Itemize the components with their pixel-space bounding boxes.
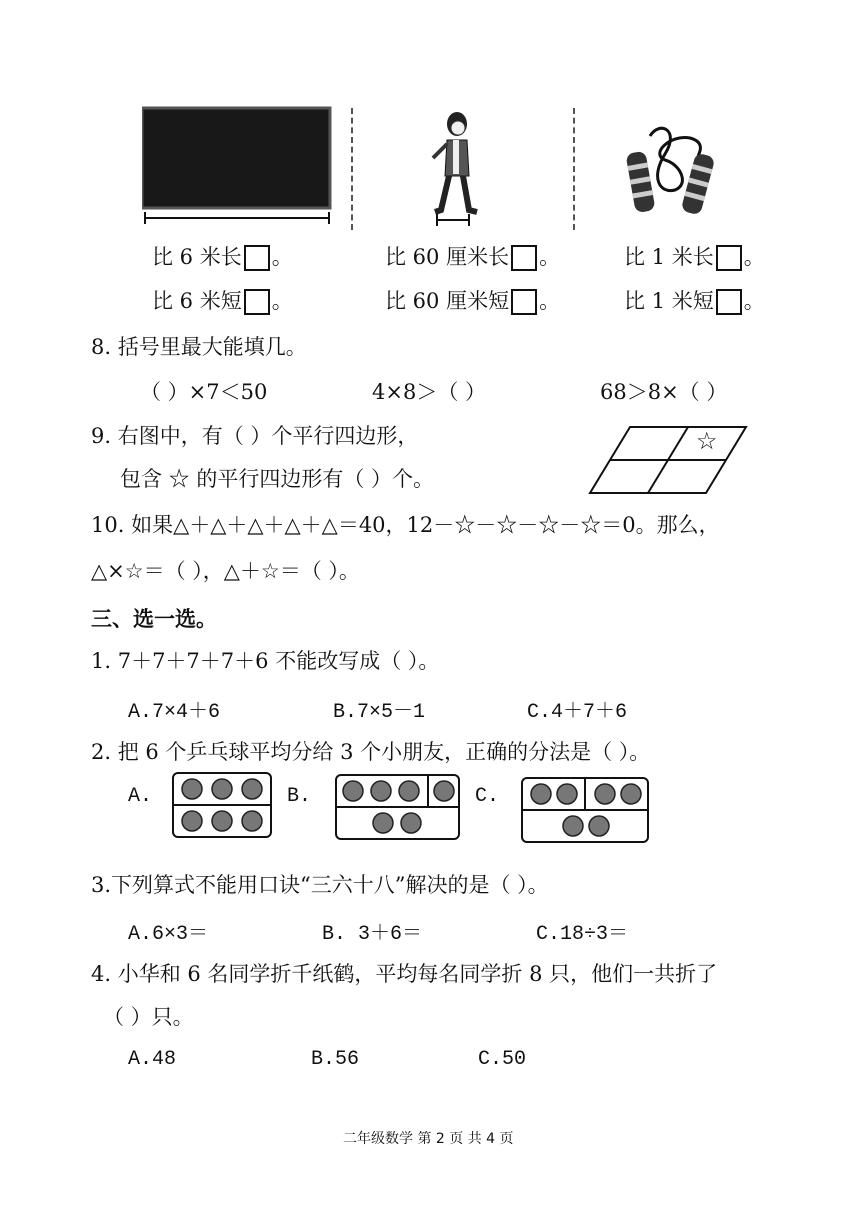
boy-shorter xyxy=(385,288,560,315)
section3-title: 三、选一选。 xyxy=(91,607,217,631)
c4-line2: （ ）只。 xyxy=(103,1005,194,1029)
c3-option-b[interactable]: B. 3＋6＝ xyxy=(322,923,423,946)
label: 比 1 米长 xyxy=(624,245,714,269)
star-icon: ☆ xyxy=(696,427,718,455)
answer-box[interactable] xyxy=(244,289,270,315)
c3-option-a[interactable]: A.6×3＝ xyxy=(128,923,209,946)
c4-option-c[interactable]: C.50 xyxy=(478,1048,527,1071)
page-footer: 二年级数学 第 2 页 共 4 页 xyxy=(343,1131,514,1147)
walking-boy-image xyxy=(425,106,485,226)
ball-box-b xyxy=(335,774,460,840)
q8-title: 8. 括号里最大能填几。 xyxy=(91,335,307,359)
ball-box-a xyxy=(172,772,272,838)
suffix: 。 xyxy=(539,289,561,313)
q8-a: （ ）×7＜50 xyxy=(140,380,268,404)
suffix: 。 xyxy=(539,245,561,269)
blackboard-longer xyxy=(152,244,293,271)
suffix: 。 xyxy=(271,289,293,313)
q8-b: 4×8＞（ ） xyxy=(372,380,486,404)
c4-line1: 4. 小华和 6 名同学折千纸鹤，平均每名同学折 8 只，他们一共折了 xyxy=(91,962,718,986)
c1-option-a[interactable]: A.7×4＋6 xyxy=(128,701,221,724)
q10-line1: 10. 如果△＋△＋△＋△＋△＝40，12－☆－☆－☆－☆＝0。那么， xyxy=(91,513,720,537)
c2-option-a[interactable]: A. xyxy=(128,785,153,808)
jump-rope-image xyxy=(620,124,720,219)
c2-option-b[interactable]: B. xyxy=(287,785,312,808)
suffix: 。 xyxy=(271,245,293,269)
c4-option-a[interactable]: A.48 xyxy=(128,1048,177,1071)
c2-question: 2. 把 6 个乒乓球平均分给 3 个小朋友，正确的分法是（ ）。 xyxy=(91,740,651,764)
answer-box[interactable] xyxy=(244,245,270,271)
blackboard-shorter xyxy=(152,288,293,315)
label: 比 60 厘米短 xyxy=(385,289,510,313)
divider-2 xyxy=(573,108,575,230)
c2-option-c[interactable]: C. xyxy=(475,785,500,808)
label: 比 6 米长 xyxy=(152,245,242,269)
divider-1 xyxy=(351,108,353,230)
c1-option-c[interactable]: C.4＋7＋6 xyxy=(527,701,628,724)
suffix: 。 xyxy=(743,289,765,313)
parallelogram-figure xyxy=(588,424,750,496)
rope-longer xyxy=(624,244,765,271)
c4-option-b[interactable]: B.56 xyxy=(311,1048,360,1071)
rope-shorter xyxy=(624,288,765,315)
c3-option-c[interactable]: C.18÷3＝ xyxy=(536,923,629,946)
q9-line1: 9. 右图中，有（ ）个平行四边形， xyxy=(91,424,419,448)
blackboard-image xyxy=(142,106,332,224)
q9-line2: 包含 ☆ 的平行四边形有（ ）个。 xyxy=(120,467,435,491)
suffix: 。 xyxy=(743,245,765,269)
label: 比 60 厘米长 xyxy=(385,245,510,269)
boy-longer xyxy=(385,244,560,271)
answer-box[interactable] xyxy=(716,289,742,315)
answer-box[interactable] xyxy=(511,245,537,271)
label: 比 6 米短 xyxy=(152,289,242,313)
ball-box-c xyxy=(521,777,649,843)
q10-line2: △×☆＝（ ），△＋☆＝（ ）。 xyxy=(91,559,360,583)
label: 比 1 米短 xyxy=(624,289,714,313)
c1-option-b[interactable]: B.7×5－1 xyxy=(333,701,426,724)
q8-c: 68＞8×（ ） xyxy=(600,380,728,404)
answer-box[interactable] xyxy=(716,245,742,271)
answer-box[interactable] xyxy=(511,289,537,315)
c3-question: 3.下列算式不能用口诀“三六十八”解决的是（ ）。 xyxy=(91,873,549,897)
c1-question: 1. 7＋7＋7＋7＋6 不能改写成（ ）。 xyxy=(91,649,440,673)
